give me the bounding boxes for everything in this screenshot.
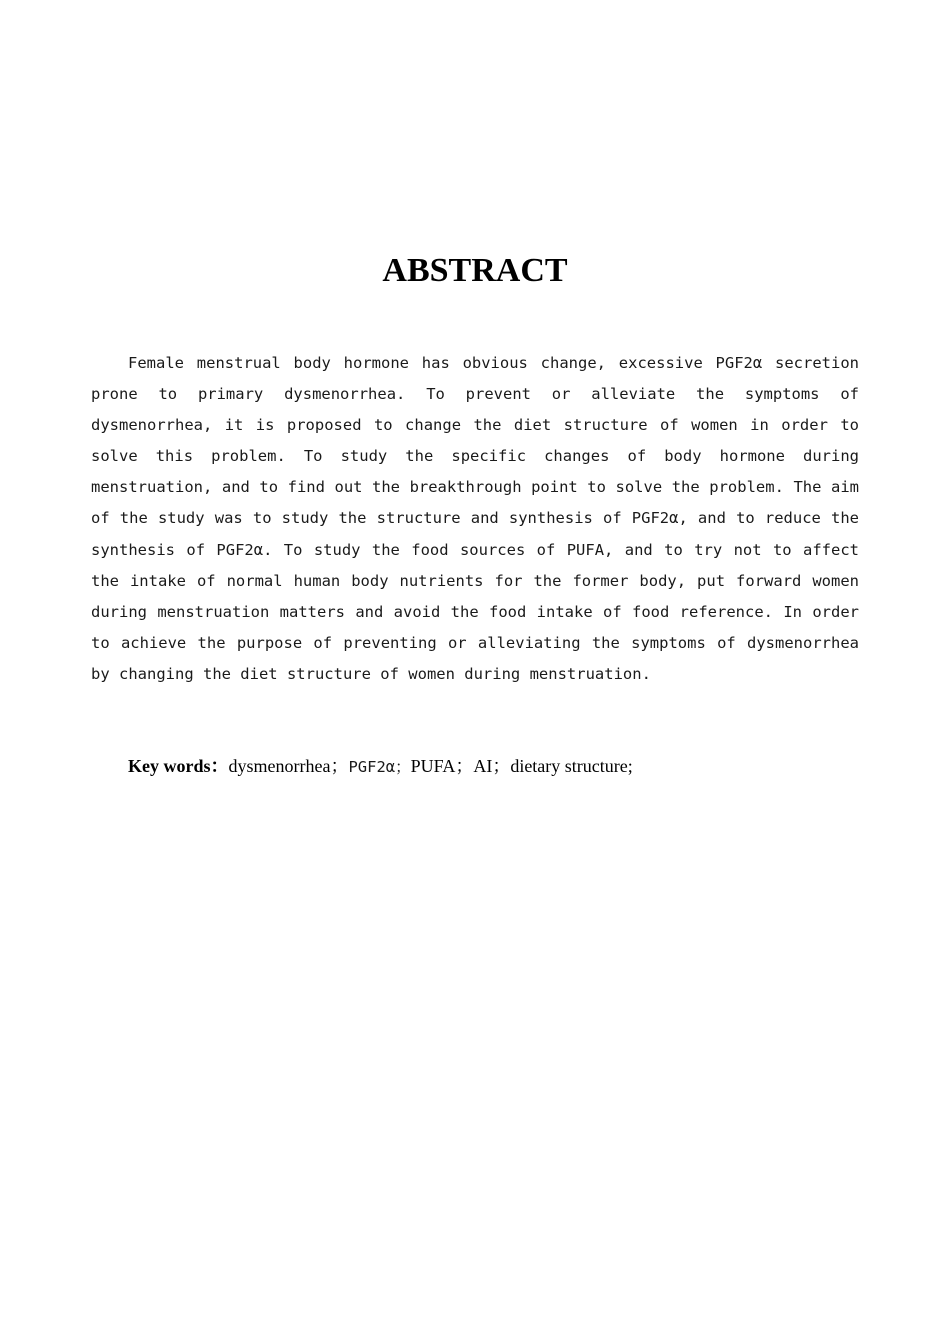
keyword-remaining: PUFA；AI；dietary structure; — [410, 756, 633, 776]
keywords-label: Key words： — [128, 756, 229, 776]
abstract-body: Female menstrual body hormone has obvious change, excessive PGF2α secretion prone to primary dysmenorrhea. To prevent or alleviate the symptoms of dysmenorrhea, it is proposed to change the diet structure of women in order to solve this problem. To study the specific changes of body hormone during menstruation, and to find out the breakthrough point to solve the problem. The aim of the study was to study the structure and synthesis of PGF2α, and to reduce the synthesis of PGF2α. To study the food sources of PUFA, and to try not to affect the intake of normal human body nutrients for the former body, put forward women during menstruation matters and avoid the food intake of food reference. In order to achieve the purpose of preventing or alleviating the symptoms of dysmenorrhea by changing the diet structure of women during menstruation. — [91, 354, 859, 683]
keyword-dysmenorrhea: dysmenorrhea； — [228, 756, 349, 776]
keyword-pgf2a: PGF2α； — [348, 758, 411, 776]
abstract-title: ABSTRACT — [382, 252, 568, 289]
keywords-line — [128, 752, 868, 781]
